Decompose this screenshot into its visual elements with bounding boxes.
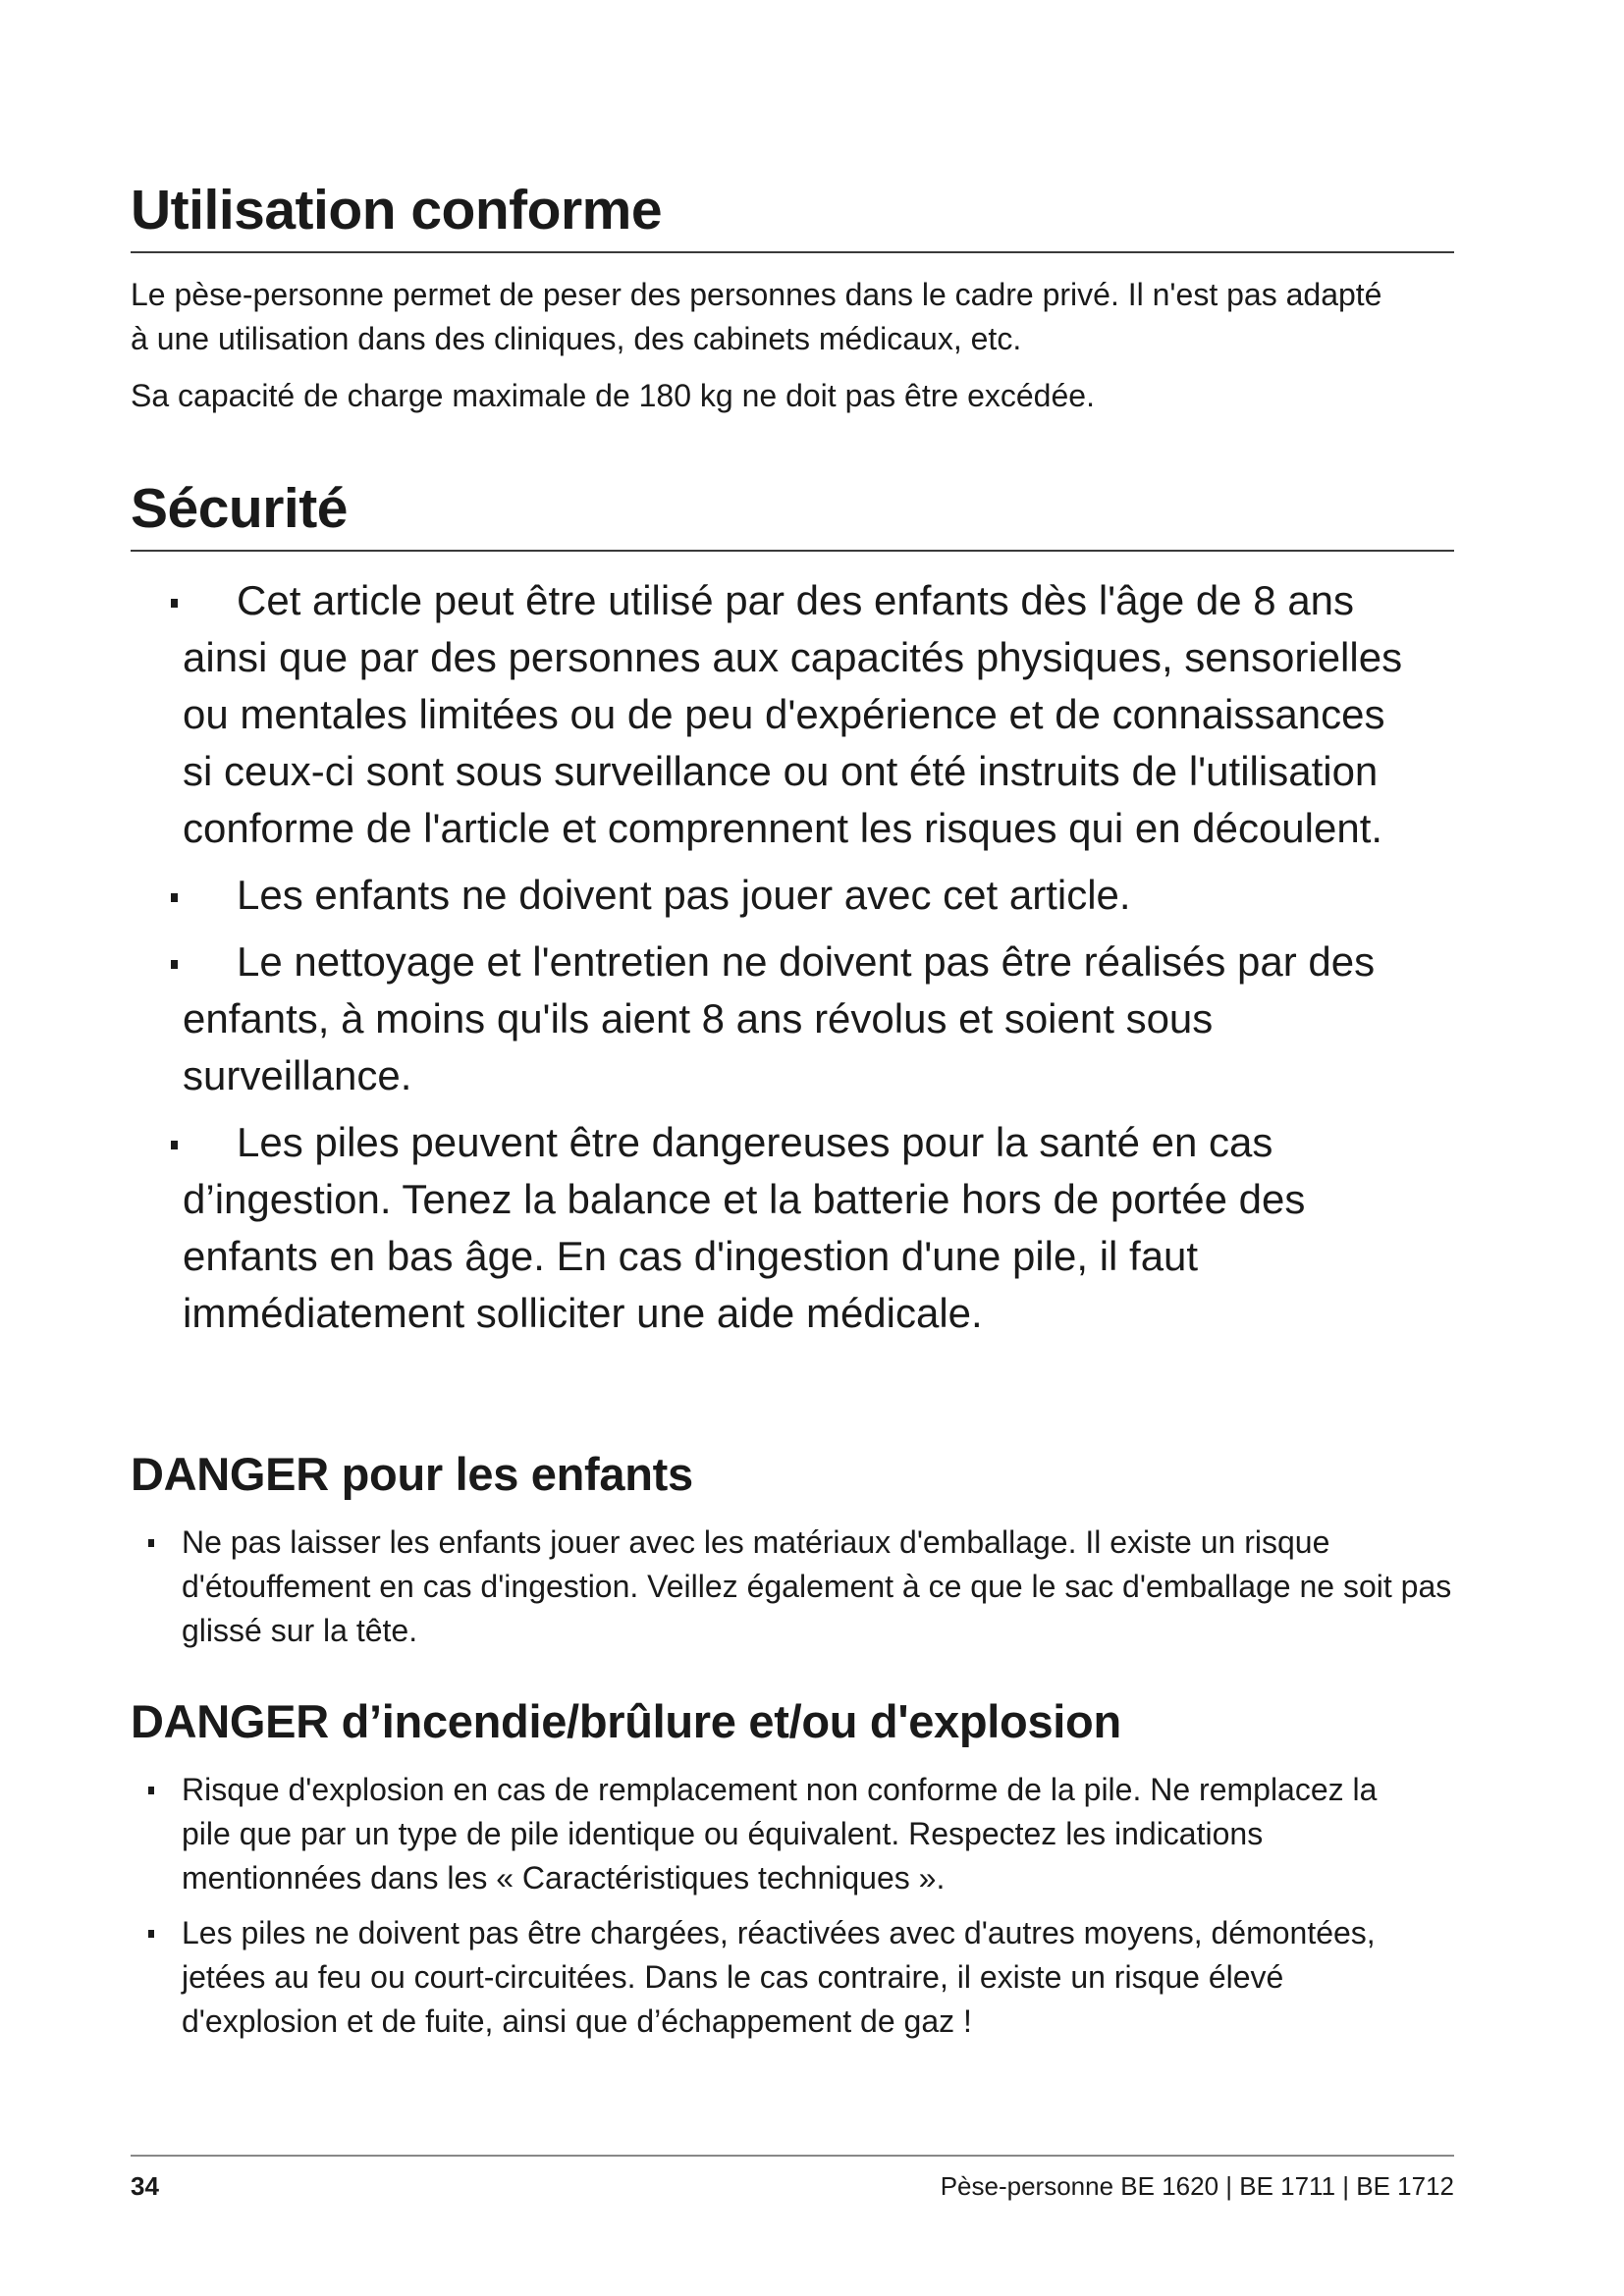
danger-children-list [131, 1521, 1454, 1664]
footer-title: Pèse-personne BE 1620 | BE 1711 | BE 1712 [940, 2171, 1454, 2201]
list-item: Les piles peuvent être dangereuses pour la santé en cas d’ingestion. Tenez la balance et la batterie hors de portée des enfants en bas âge. En cas d'ingestion d'une pile, il faut immédiatement solliciter une aide médicale. [131, 1114, 1407, 1342]
bullet-icon [171, 960, 178, 969]
heading-utilisation-conforme: Utilisation conforme [131, 179, 663, 241]
list-item: Les enfants ne doivent pas jouer avec cet article. [131, 867, 1407, 924]
bullet-icon [148, 1539, 154, 1547]
safety-list [131, 572, 1407, 1352]
heading-rule [131, 251, 1454, 253]
list-item: Le nettoyage et l'entretien ne doivent pas être réalisés par des enfants, à moins qu'ils aient 8 ans révolus et soient sous surveillance. [131, 934, 1407, 1104]
bullet-icon [148, 1787, 154, 1794]
bullet-icon [171, 1141, 178, 1149]
bullet-icon [171, 599, 178, 608]
heading-danger-incendie: DANGER d’incendie/brûlure et/ou d'explosion [131, 1695, 1121, 1747]
footer-rule [131, 2155, 1454, 2157]
bullet-icon [148, 1930, 154, 1938]
list-item: Cet article peut être utilisé par des enfants dès l'âge de 8 ans ainsi que par des personnes aux capacités physiques, sensorielles ou mentales limitées ou de peu d'expérience et de connaissances si ceux-ci sont sous surveillance ou ont été instruits de l'utilisation conforme de l'article et comprennent les risques qui en découlent. [131, 572, 1407, 857]
list-item: Ne pas laisser les enfants jouer avec les matériaux d'emballage. Il existe un risque d'étouffement en cas d'ingestion. Veillez également à ce que le sac d'emballage ne soit pas glissé sur la tête. [131, 1521, 1454, 1653]
page-number: 34 [131, 2171, 159, 2201]
danger-fire-list [131, 1768, 1417, 2055]
list-item: Les piles ne doivent pas être chargées, réactivées avec d'autres moyens, démontées, jetées au feu ou court-circuitées. Dans le cas contraire, il existe un risque élevé d'explosion et de fuite, ainsi que d’échappement de gaz ! [131, 1911, 1417, 2044]
list-item: Risque d'explosion en cas de remplacement non conforme de la pile. Ne remplacez la pile que par un type de pile identique ou équivalent. Respectez les indications mentionnées dans les « Caractéristiques techniques ». [131, 1768, 1417, 1900]
paragraph: Sa capacité de charge maximale de 180 kg ne doit pas être excédée. [131, 378, 1095, 413]
paragraph: Le pèse-personne permet de peser des personnes dans le cadre privé. Il n'est pas adapté à une utilisation dans des cliniques, des cabinets médicaux, etc. [131, 277, 1382, 356]
heading-rule [131, 550, 1454, 552]
heading-securite: Sécurité [131, 477, 348, 540]
heading-danger-enfants: DANGER pour les enfants [131, 1448, 693, 1500]
bullet-icon [171, 893, 178, 902]
